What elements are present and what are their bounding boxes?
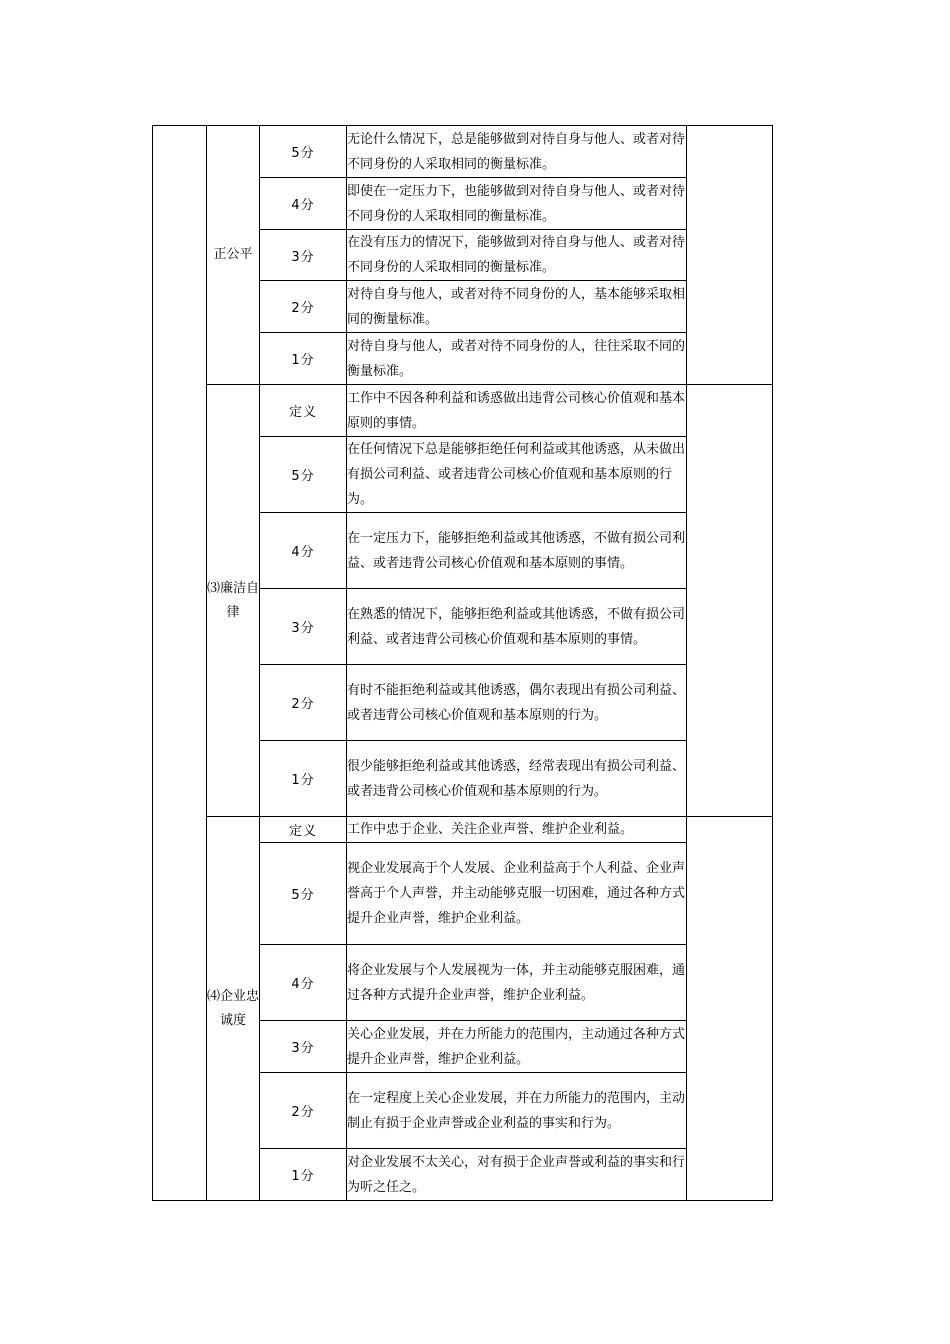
evaluation-table: [152, 125, 773, 1201]
table-row: [153, 126, 773, 178]
right-blank-cell: [687, 817, 773, 1201]
description-cell: 有时不能拒绝利益或其他诱惑，偶尔表现出有损公司利益、或者违背公司核心价值观和基本原则的行为。: [347, 665, 687, 741]
score-cell: 4分: [260, 513, 347, 589]
score-cell: 3分: [260, 589, 347, 665]
score-cell: 1分: [260, 333, 347, 385]
right-blank-cell: [687, 385, 773, 817]
score-cell: 5分: [260, 126, 347, 178]
description-cell: 工作中不因各种利益和诱惑做出违背公司核心价值观和基本原则的事情。: [347, 385, 687, 437]
description-cell: 视企业发展高于个人发展、企业利益高于个人利益、企业声誉高于个人声誉，并主动能够克服一切困难，通过各种方式提升企业声誉，维护企业利益。: [347, 843, 687, 945]
table-row: [153, 385, 773, 437]
score-cell: 4分: [260, 178, 347, 230]
description-cell: 对企业发展不太关心，对有损于企业声誉或利益的事实和行为听之任之。: [347, 1149, 687, 1201]
description-cell: 对待自身与他人，或者对待不同身份的人，基本能够采取相同的衡量标准。: [347, 281, 687, 333]
score-cell: 定义: [260, 817, 347, 843]
score-cell: 2分: [260, 281, 347, 333]
score-cell: 5分: [260, 843, 347, 945]
description-cell: 即使在一定压力下，也能够做到对待自身与他人、或者对待不同身份的人采取相同的衡量标准。: [347, 178, 687, 230]
description-cell: 在一定程度上关心企业发展，并在力所能力的范围内，主动制止有损于企业声誉或企业利益的事实和行为。: [347, 1073, 687, 1149]
right-blank-cell: [687, 126, 773, 385]
score-cell: 4分: [260, 945, 347, 1021]
table-row: [153, 817, 773, 843]
left-blank-column: [153, 126, 207, 1201]
description-cell: 在任何情况下总是能够拒绝任何利益或其他诱惑，从未做出有损公司利益、或者违背公司核心价值观和基本原则的行为。: [347, 437, 687, 513]
score-cell: 5分: [260, 437, 347, 513]
description-cell: 对待自身与他人，或者对待不同身份的人，往往采取不同的衡量标准。: [347, 333, 687, 385]
description-cell: 在没有压力的情况下，能够做到对待自身与他人、或者对待不同身份的人采取相同的衡量标准。: [347, 230, 687, 281]
score-cell: 2分: [260, 665, 347, 741]
category-cell: ⑷企业忠诚度: [207, 817, 260, 1201]
category-cell: ⑶廉洁自律: [207, 385, 260, 817]
category-cell: 正公平: [207, 126, 260, 385]
score-cell: 3分: [260, 1021, 347, 1073]
score-cell: 1分: [260, 741, 347, 817]
score-cell: 1分: [260, 1149, 347, 1201]
score-cell: 定义: [260, 385, 347, 437]
description-cell: 将企业发展与个人发展视为一体，并主动能够克服困难，通过各种方式提升企业声誉，维护企业利益。: [347, 945, 687, 1021]
description-cell: 在熟悉的情况下，能够拒绝利益或其他诱惑，不做有损公司利益、或者违背公司核心价值观和基本原则的事情。: [347, 589, 687, 665]
description-cell: 在一定压力下，能够拒绝利益或其他诱惑，不做有损公司利益、或者违背公司核心价值观和基本原则的事情。: [347, 513, 687, 589]
description-cell: 无论什么情况下，总是能够做到对待自身与他人、或者对待不同身份的人采取相同的衡量标准。: [347, 126, 687, 178]
description-cell: 工作中忠于企业、关注企业声誉、维护企业利益。: [347, 817, 687, 843]
description-cell: 关心企业发展，并在力所能力的范围内，主动通过各种方式提升企业声誉，维护企业利益。: [347, 1021, 687, 1073]
description-cell: 很少能够拒绝利益或其他诱惑，经常表现出有损公司利益、或者违背公司核心价值观和基本原则的行为。: [347, 741, 687, 817]
score-cell: 2分: [260, 1073, 347, 1149]
score-cell: 3分: [260, 230, 347, 281]
